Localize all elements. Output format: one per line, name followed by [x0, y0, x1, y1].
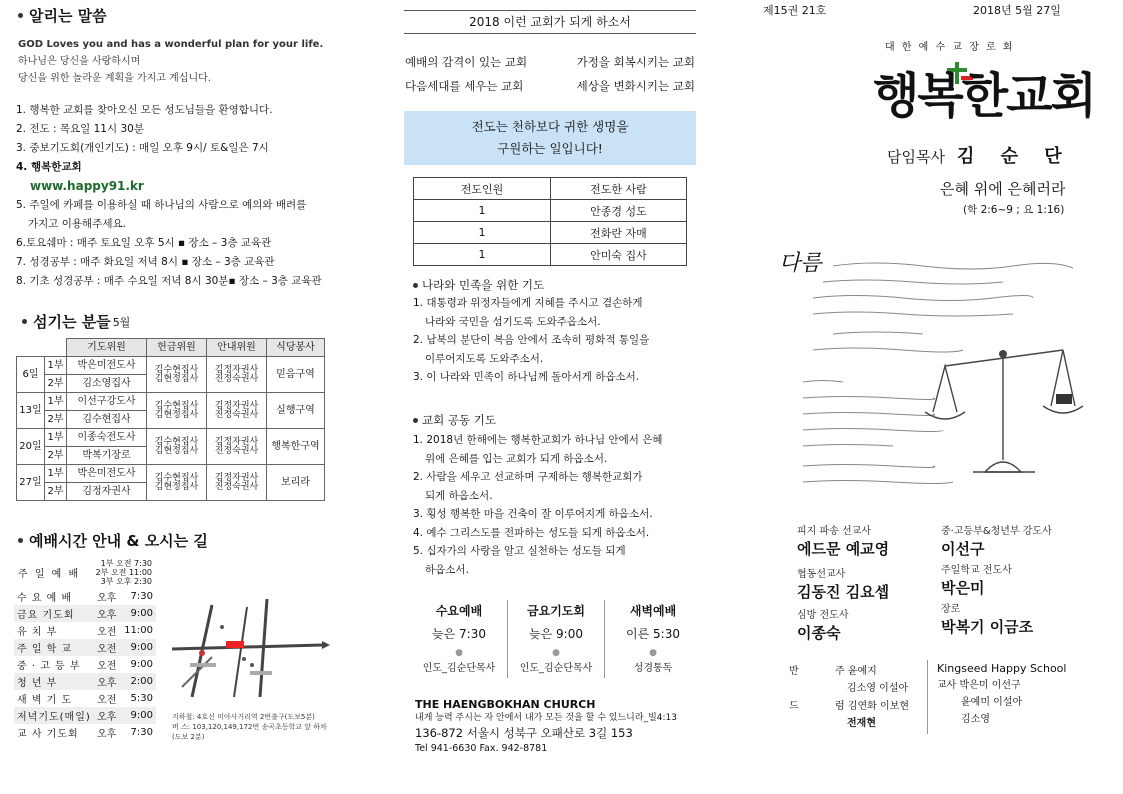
schedule-time: 9:00	[121, 605, 156, 622]
nation-prayer-2-cont: 이루어지도록 도와주소서.	[425, 352, 544, 365]
motto-4: 세상을 변화시키는 교회	[576, 79, 695, 93]
band-label-2: 드	[789, 701, 799, 712]
schedule-ampm: 오전	[97, 661, 117, 672]
evangelism-person: 안미숙 집사	[551, 244, 687, 266]
duty-section-title	[22, 311, 130, 332]
staff-missionary	[797, 525, 889, 559]
church-phone: Tel 941-6630 Fax. 942-8781	[415, 743, 548, 754]
worship-friday	[507, 600, 604, 678]
duty-prayer: 김소영집사	[67, 375, 147, 393]
middle-column	[385, 0, 725, 794]
separator-dot-icon: ●	[552, 648, 560, 658]
duty-offering-2: 김현정집사	[154, 409, 199, 420]
kingseed-row-1: 교사 박은미 이선구	[937, 680, 1021, 691]
duty-part: 2부	[45, 483, 67, 501]
worship-title: 수요예배	[435, 604, 483, 618]
schedule-name: 유 치 부	[17, 627, 58, 638]
staff-name: 에드문 예교영	[797, 540, 890, 558]
schedule-table	[14, 588, 156, 741]
schedule-name: 저녁기도(매일)	[14, 707, 94, 724]
evangelism-person: 안종경 성도	[551, 200, 687, 222]
sermon-reference: (학 2:6~9 ; 요 1:16)	[963, 204, 1065, 216]
band-row-1: 주 윤예지	[835, 666, 877, 677]
duty-row	[17, 465, 325, 483]
schedule-row	[14, 622, 156, 639]
staff-name: 이종숙	[797, 624, 841, 642]
schedule-row	[14, 673, 156, 690]
duty-usher-1: 김정자권사	[214, 364, 259, 375]
duty-offering-1: 김수현집사	[154, 400, 199, 411]
schedule-name: 청 년 부	[14, 673, 94, 690]
duty-part: 1부	[45, 357, 67, 375]
duty-header-kitchen: 식당봉사	[267, 339, 325, 357]
evangelism-count: 1	[414, 200, 551, 222]
notice-item-5: 5. 주일에 카페를 이용하실 때 하나님의 사람으로 예의와 배려를	[16, 199, 307, 211]
sunday-time-3: 3부 오후 2:30	[100, 576, 152, 586]
band-team	[783, 660, 928, 734]
staff-role: 협동선교사	[797, 569, 846, 580]
motto-1: 예배의 감격이 있는 교회	[405, 55, 528, 69]
notice-item-7: 7. 성경공부 : 매주 화요일 저녁 8시 ▪ 장소 – 3층 교육관	[16, 256, 275, 268]
duty-header-offering: 헌금위원	[147, 339, 207, 357]
schedule-row	[14, 588, 156, 605]
duty-part: 1부	[45, 393, 67, 411]
duty-prayer: 이선구강도사	[67, 393, 147, 411]
duty-date: 20일	[17, 429, 45, 465]
duty-kitchen: 믿음구역	[267, 357, 325, 393]
church-website-link[interactable]: www.happy91.kr	[30, 179, 144, 193]
schedule-row	[14, 639, 156, 656]
band-row-3: 럼 김연화 이보현	[835, 701, 909, 712]
worship-title: 새벽예배	[629, 604, 677, 618]
map-caption	[172, 712, 332, 742]
duty-header-blank	[17, 339, 67, 357]
duty-offering-1: 김수현집사	[154, 472, 199, 483]
schedule-name: 중 · 고 등 부	[17, 661, 81, 672]
duty-date: 27일	[17, 465, 45, 501]
duty-offering	[147, 465, 207, 501]
map-caption-bus: 버 스: 103,120,149,172번 송곡초등학교 앞 하차(도보 2분)	[172, 723, 327, 741]
duty-title: 섬기는 분들	[33, 313, 111, 331]
sunday-time-1: 1부 오전 7:30	[100, 558, 152, 568]
duty-usher-1: 김정자권사	[214, 436, 259, 447]
duty-usher-2: 진정숙권사	[214, 373, 259, 384]
bullet-dot-icon	[413, 418, 418, 423]
duty-kitchen: 보리라	[267, 465, 325, 501]
church-prayer-list	[413, 431, 718, 579]
motto-row-1	[405, 50, 695, 74]
band-row-2: 김소영 이설아	[847, 683, 909, 694]
schedule-row	[14, 724, 156, 741]
duty-offering-1: 김수현집사	[154, 364, 199, 375]
schedule-name: 금요 기도회	[14, 605, 94, 622]
worship-time: 이른 5:30	[626, 627, 680, 641]
sunday-worship-row	[18, 556, 158, 588]
schedule-time: 9:00	[121, 707, 156, 724]
evangelism-count: 1	[414, 222, 551, 244]
sunday-worship-times	[88, 559, 152, 586]
sunday-worship-label: 주 일 예 배	[18, 568, 81, 580]
duty-offering	[147, 429, 207, 465]
notice-list	[16, 101, 381, 291]
schedule-ampm: 오후	[94, 673, 121, 690]
band-label-1: 반	[789, 666, 799, 677]
duty-usher-2: 진정숙권사	[214, 481, 259, 492]
schedule-title: 예배시간 안내 & 오시는 길	[29, 532, 208, 550]
schedule-ampm: 오전	[97, 627, 117, 638]
banner-line-2: 구원하는 일입니다!	[497, 141, 603, 156]
church-prayer-4: 4. 예수 그리스도를 전파하는 성도들 되게 하옵소서.	[413, 526, 650, 539]
evangelism-row	[414, 244, 687, 266]
art-title: 다름	[779, 251, 822, 276]
logo-text: 행복한교회	[873, 68, 1095, 124]
schedule-row	[14, 656, 156, 673]
worship-time: 늦은 7:30	[432, 627, 486, 641]
schedule-name: 새 벽 기 도	[17, 695, 73, 706]
denomination: 대 한 예 수 교 장 로 회	[885, 42, 1015, 53]
banner-line-1: 전도는 천하보다 귀한 생명을	[471, 119, 629, 134]
staff-elders	[941, 603, 1033, 637]
left-column	[0, 0, 385, 794]
duty-offering-2: 김현정집사	[154, 373, 199, 384]
schedule-ampm: 오전	[94, 639, 121, 656]
map-drawing	[172, 597, 332, 707]
church-prayer-2: 2. 사람을 세우고 선교하며 구제하는 행복한교회가	[413, 471, 643, 483]
staff-name: 김동진 김요셉	[797, 583, 890, 601]
duty-usher-2: 진정숙권사	[214, 445, 259, 456]
church-prayer-title-text: 교회 공동 기도	[422, 413, 496, 427]
schedule-row	[14, 707, 156, 724]
church-footer	[415, 697, 745, 755]
duty-part: 2부	[45, 447, 67, 465]
notice-item-3: 3. 중보기도회(개인기도) : 매일 오후 9시/ 토&일은 7시	[16, 142, 269, 154]
duty-table	[16, 338, 325, 501]
notice-item-5-cont: 가지고 이용해주세요.	[28, 218, 126, 230]
schedule-row	[14, 605, 156, 622]
evangelism-header-count: 전도인원	[414, 178, 551, 200]
duty-prayer: 김정자권사	[67, 483, 147, 501]
duty-prayer: 박복기장로	[67, 447, 147, 465]
motto-block	[405, 50, 695, 98]
church-prayer-2-cont: 되게 하옵소서.	[425, 489, 493, 502]
duty-date: 13일	[17, 393, 45, 429]
band-row-4: 전재현	[847, 718, 876, 729]
duty-part: 2부	[45, 375, 67, 393]
staff-name: 박복기 이금조	[941, 618, 1034, 636]
duty-offering-2: 김현정집사	[154, 481, 199, 492]
evangelism-table	[413, 177, 687, 266]
staff-sunday-school	[941, 564, 1012, 598]
worship-leader: 성경통독	[633, 663, 673, 674]
notice-item-8: 8. 기초 성경공부 : 매주 수요일 저녁 8시 30분▪ 장소 – 3층 교육관	[16, 275, 322, 287]
schedule-name: 주 일 학 교	[14, 639, 94, 656]
scale-drawing-icon	[773, 242, 1118, 504]
staff-role: 장로	[941, 604, 961, 615]
kingseed-row-3: 김소영	[961, 714, 990, 725]
duty-kitchen: 실행구역	[267, 393, 325, 429]
duty-month: 5월	[112, 315, 131, 329]
schedule-ampm: 오후	[94, 605, 121, 622]
church-prayer-title	[413, 412, 496, 428]
evangelism-count: 1	[414, 244, 551, 266]
church-prayer-5-cont: 하옵소서.	[425, 563, 469, 576]
duty-prayer: 박은미전도사	[67, 465, 147, 483]
evangelism-row	[414, 222, 687, 244]
church-logo	[873, 58, 1095, 130]
duty-row	[17, 357, 325, 375]
bullet-dot-icon	[18, 13, 23, 18]
pastor-name: 김 순 단	[956, 146, 1072, 167]
footer-verse: 내게 능력 주시는 자 안에서 내가 모든 것을 할 수 있느니라_빌4:13	[415, 713, 677, 723]
church-address: 136-872 서울시 성북구 오패산로 3길 153	[415, 726, 633, 740]
evangelism-banner	[404, 111, 696, 165]
church-prayer-1-cont: 위에 은혜를 입는 교회가 되게 하옵소서.	[425, 452, 608, 465]
issue-date: 2018년 5월 27일	[973, 4, 1061, 17]
pastor-line	[887, 142, 1072, 168]
nation-prayer-1: 1. 대통령과 위정자들에게 지혜를 주시고 겸손하게	[413, 297, 643, 309]
greeting-ko-1: 하나님은 당신을 사랑하시며	[18, 56, 141, 67]
evangelism-header-row	[414, 178, 687, 200]
duty-row	[17, 429, 325, 447]
evangelism-row	[414, 200, 687, 222]
motto-2: 가정을 회복시키는 교회	[576, 55, 695, 69]
location-map	[172, 597, 332, 741]
schedule-time: 2:00	[121, 673, 156, 690]
worship-dawn	[604, 600, 701, 678]
illustration-art	[773, 242, 1118, 504]
schedule-row	[14, 690, 156, 707]
schedule-name: 수 요 예 배	[17, 593, 73, 604]
kingseed-school	[937, 660, 1107, 728]
staff-visitation	[797, 609, 848, 643]
motto-row-2	[405, 74, 695, 98]
duty-kitchen: 행복한구역	[267, 429, 325, 465]
notice-item-4: 4. 행복한교회	[16, 161, 82, 173]
schedule-time: 5:30	[130, 693, 153, 704]
yearly-theme-title: 2018 이런 교회가 되게 하소서	[404, 10, 696, 34]
duty-offering	[147, 393, 207, 429]
staff-name: 박은미	[941, 579, 985, 597]
issue-volume: 제15권 21호	[763, 4, 827, 17]
pastor-role: 담임목사	[887, 148, 945, 166]
separator-dot-icon: ●	[455, 648, 463, 658]
nation-prayer-1-cont: 나라와 국민을 섬기도록 도와주옵소서.	[425, 315, 601, 328]
greeting-block	[18, 36, 378, 87]
notice-item-1: 1. 행복한 교회를 찾아오신 모든 성도님들을 환영합니다.	[16, 104, 273, 116]
greeting-en: GOD Loves you and has a wonderful plan for your life.	[18, 39, 324, 50]
church-prayer-3: 3. 횡성 행복한 마을 건축이 잘 이루어지게 하옵소서.	[413, 508, 653, 520]
duty-usher	[207, 465, 267, 501]
church-name-en: THE HAENGBOKHAN CHURCH	[415, 698, 596, 711]
duty-date: 6일	[17, 357, 45, 393]
map-caption-subway: 지하철: 4호선 미아사거리역 2번출구(도보5분)	[172, 713, 315, 721]
separator-dot-icon: ●	[649, 648, 657, 658]
duty-usher-2: 진정숙권사	[214, 409, 259, 420]
staff-youth-minister	[941, 525, 1052, 559]
duty-prayer: 이종숙전도사	[67, 429, 147, 447]
bullet-dot-icon	[22, 319, 27, 324]
church-prayer-1: 1. 2018년 한해에는 행복한교회가 하나님 안에서 은혜	[413, 434, 663, 446]
duty-offering	[147, 357, 207, 393]
worship-leader: 인도_김순단목사	[422, 663, 496, 674]
schedule-section-title	[18, 530, 208, 551]
duty-header-prayer: 기도위원	[67, 339, 147, 357]
duty-usher-1: 김정자권사	[214, 472, 259, 483]
greeting-ko-2: 당신을 위한 놀라운 계획을 가지고 계십니다.	[18, 73, 211, 84]
nation-prayer-2: 2. 남북의 분단이 복음 안에서 조속히 평화적 통일을	[413, 334, 650, 346]
duty-part: 1부	[45, 465, 67, 483]
staff-cooperating-missionary	[797, 568, 889, 602]
duty-part: 1부	[45, 429, 67, 447]
right-column	[745, 0, 1123, 794]
schedule-time: 9:00	[121, 639, 156, 656]
duty-prayer: 김수현집사	[67, 411, 147, 429]
worship-title: 금요기도회	[527, 604, 585, 618]
staff-name: 이선구	[941, 540, 985, 558]
nation-prayer-title-text: 나라와 민족을 위한 기도	[422, 278, 545, 292]
sermon-title: 은혜 위에 은혜러라	[940, 180, 1066, 198]
schedule-time: 11:00	[124, 625, 153, 636]
schedule-name: 교 사 기도회	[17, 729, 79, 740]
worship-wednesday	[411, 600, 507, 678]
duty-usher	[207, 429, 267, 465]
staff-role: 피지 파송 선교사	[797, 526, 871, 537]
duty-part: 2부	[45, 411, 67, 429]
schedule-ampm: 오후	[97, 729, 117, 740]
schedule-time: 7:30	[130, 591, 153, 602]
duty-offering-1: 김수현집사	[154, 436, 199, 447]
notice-title: 알리는 말씀	[29, 7, 107, 25]
nation-prayer-3: 3. 이 나라와 민족이 하나님께 돌아서게 하옵소서.	[413, 371, 640, 383]
worship-time: 늦은 9:00	[529, 627, 583, 641]
nation-prayer-list	[413, 294, 713, 387]
duty-header-row	[17, 339, 325, 357]
bullet-dot-icon	[18, 538, 23, 543]
staff-role: 주일학교 전도사	[941, 565, 1012, 576]
notice-item-2: 2. 전도 : 목요일 11시 30분	[16, 123, 144, 135]
kingseed-row-2: 윤예미 이설아	[961, 697, 1023, 708]
evangelism-header-person: 전도한 사람	[551, 178, 687, 200]
duty-usher-1: 김정자권사	[214, 400, 259, 411]
bullet-dot-icon	[413, 283, 418, 288]
notice-section-title	[18, 5, 107, 26]
duty-usher	[207, 357, 267, 393]
staff-role: 심방 전도사	[797, 610, 849, 621]
evangelism-person: 전화란 자매	[551, 222, 687, 244]
duty-row	[17, 393, 325, 411]
church-prayer-5: 5. 십자가의 사랑을 알고 실천하는 성도들 되게	[413, 545, 626, 557]
schedule-ampm: 오후	[97, 593, 117, 604]
motto-3: 다음세대를 세우는 교회	[405, 79, 524, 93]
schedule-ampm: 오후	[94, 707, 121, 724]
weekday-worship-panel	[411, 600, 701, 678]
duty-offering-2: 김현정집사	[154, 445, 199, 456]
duty-prayer: 박은미전도사	[67, 357, 147, 375]
duty-header-usher: 안내위원	[207, 339, 267, 357]
kingseed-title: Kingseed Happy School	[937, 662, 1067, 675]
schedule-time: 9:00	[130, 659, 153, 670]
schedule-ampm: 오전	[97, 695, 117, 706]
staff-role: 중·고등부&청년부 강도사	[941, 526, 1052, 537]
duty-usher	[207, 393, 267, 429]
notice-item-6: 6.토요쉐마 : 매주 토요일 오후 5시 ▪ 장소 – 3층 교육관	[16, 237, 272, 249]
sunday-time-2: 2부 오전 11:00	[95, 567, 152, 577]
worship-leader: 인도_김순단목사	[519, 663, 593, 674]
nation-prayer-title	[413, 277, 544, 293]
schedule-time: 7:30	[130, 727, 153, 738]
